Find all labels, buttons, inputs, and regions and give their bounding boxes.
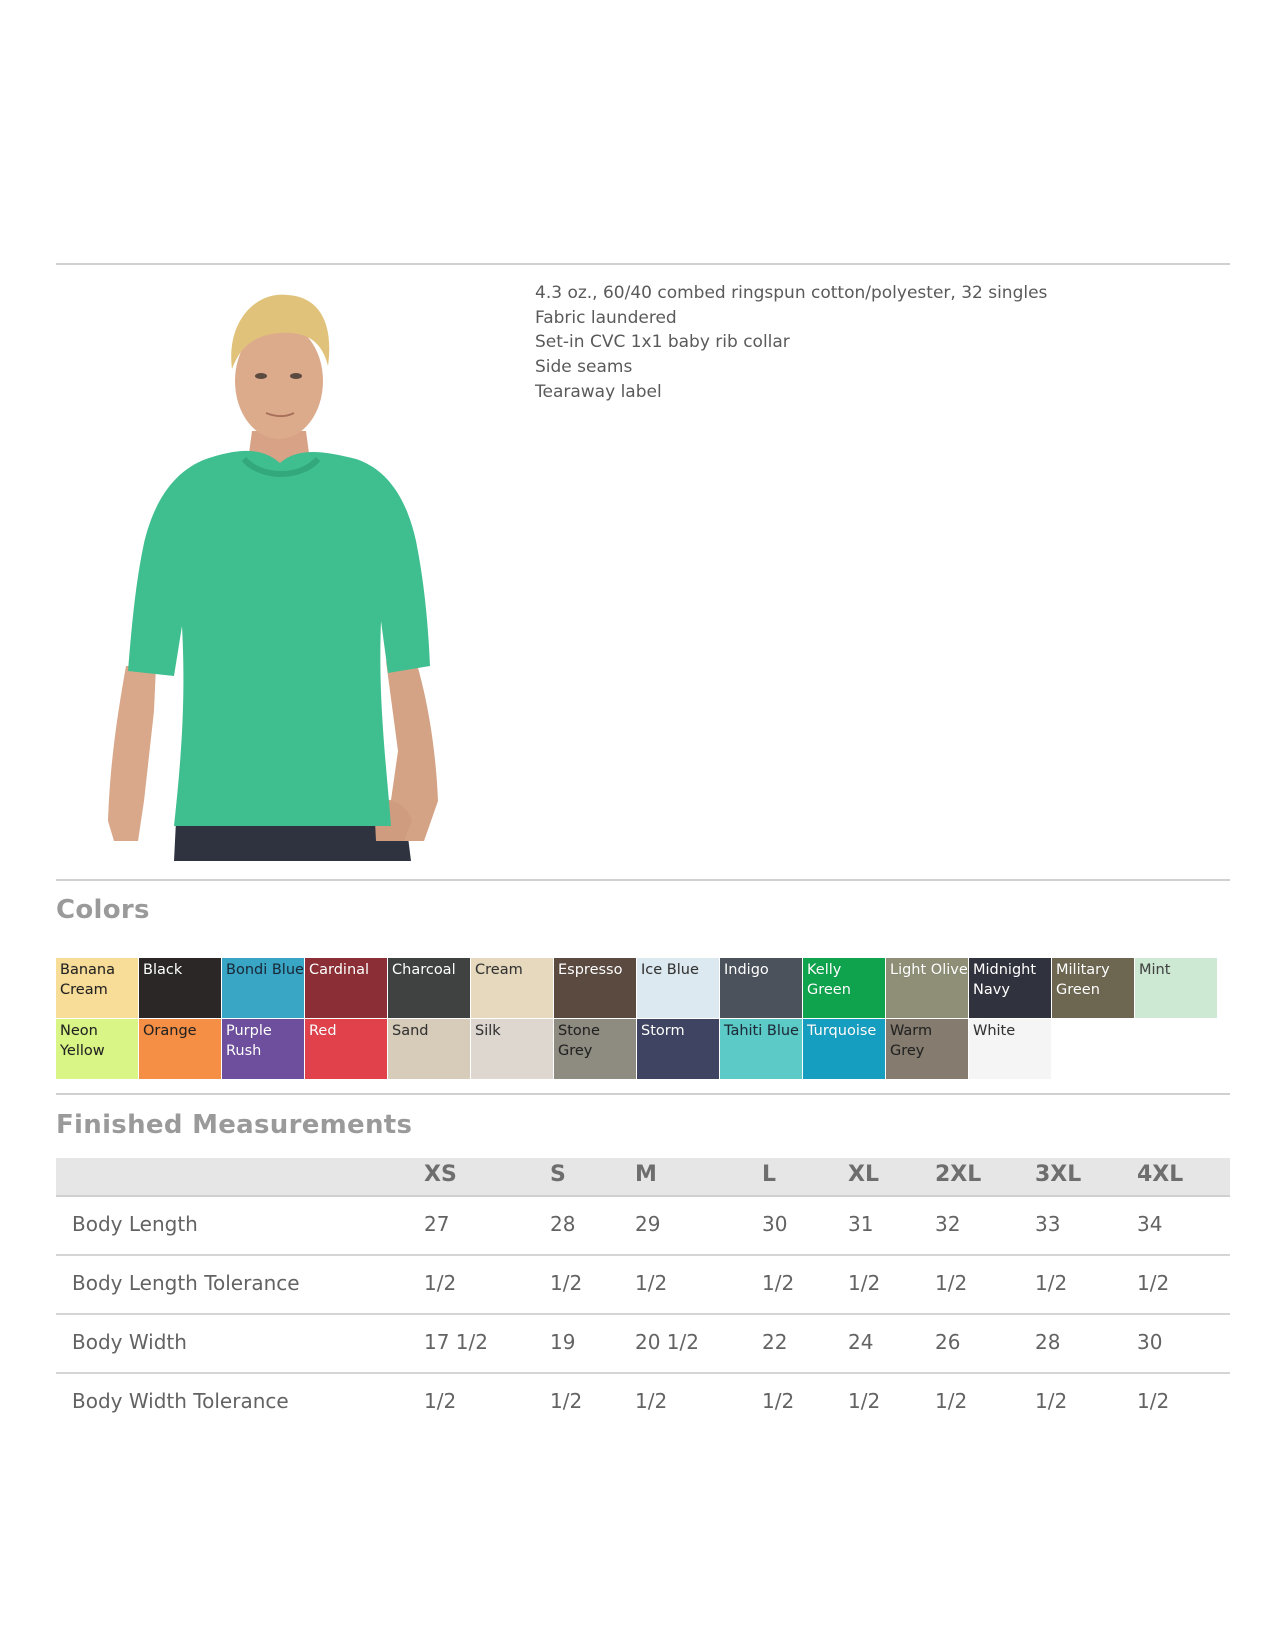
color-swatch xyxy=(388,1019,470,1079)
color-swatch-label: White xyxy=(973,1023,1016,1039)
table-cell: 27 xyxy=(424,1212,450,1236)
color-swatch xyxy=(471,958,553,1018)
feature-item: Side seams xyxy=(535,357,633,378)
size-header-l: L xyxy=(762,1162,777,1187)
table-cell: 1/2 xyxy=(424,1389,457,1413)
color-swatch xyxy=(969,1019,1051,1079)
color-swatch xyxy=(56,958,138,1018)
color-swatch-label: Turquoise xyxy=(807,1023,877,1039)
measurements-heading: Finished Measurements xyxy=(56,1110,413,1140)
feature-item: Set-in CVC 1x1 baby rib collar xyxy=(535,332,790,353)
table-cell: 1/2 xyxy=(635,1271,668,1295)
table-cell: 33 xyxy=(1035,1212,1061,1236)
color-swatch-label: Midnight Navy xyxy=(973,962,1037,998)
size-header-xl: XL xyxy=(848,1162,879,1187)
color-swatch xyxy=(222,1019,304,1079)
table-cell: 32 xyxy=(935,1212,961,1236)
size-header-4xl: 4XL xyxy=(1137,1162,1184,1187)
product-photo xyxy=(56,281,520,861)
row-label: Body Width Tolerance xyxy=(72,1389,289,1413)
color-swatch-label: Indigo xyxy=(724,962,769,978)
color-swatch-label: Espresso xyxy=(558,962,623,978)
table-cell: 1/2 xyxy=(935,1271,968,1295)
color-swatch-label: Kelly Green xyxy=(807,962,851,998)
color-swatch-label: Banana Cream xyxy=(60,962,115,998)
table-cell: 1/2 xyxy=(424,1271,457,1295)
table-cell: 20 1/2 xyxy=(635,1330,699,1354)
color-swatch xyxy=(305,958,387,1018)
table-cell: 1/2 xyxy=(1035,1271,1068,1295)
color-swatch xyxy=(554,1019,636,1079)
model-illustration xyxy=(56,281,520,861)
table-cell: 34 xyxy=(1137,1212,1163,1236)
color-swatch-label: Orange xyxy=(143,1023,197,1039)
table-cell: 1/2 xyxy=(762,1271,795,1295)
color-swatch xyxy=(388,958,470,1018)
color-swatch xyxy=(471,1019,553,1079)
table-cell: 17 1/2 xyxy=(424,1330,488,1354)
color-swatch-label: Light Olive xyxy=(890,962,968,978)
row-label: Body Length xyxy=(72,1212,198,1236)
table-row xyxy=(56,1197,1230,1256)
table-cell: 1/2 xyxy=(1137,1271,1170,1295)
color-swatch xyxy=(1052,958,1134,1018)
table-cell: 1/2 xyxy=(848,1389,881,1413)
color-swatch xyxy=(803,958,885,1018)
table-cell: 24 xyxy=(848,1330,874,1354)
color-swatch-label: Storm xyxy=(641,1023,685,1039)
color-swatch-label: Ice Blue xyxy=(641,962,699,978)
color-swatch-label: Mint xyxy=(1139,962,1171,978)
table-cell: 19 xyxy=(550,1330,576,1354)
feature-item: Fabric laundered xyxy=(535,307,677,328)
size-header-s: S xyxy=(550,1162,566,1187)
measurements-header-row xyxy=(56,1158,1230,1197)
size-header-xs: XS xyxy=(424,1162,457,1187)
color-swatch xyxy=(637,1019,719,1079)
feature-item: Tearaway label xyxy=(535,381,662,402)
table-cell: 1/2 xyxy=(762,1389,795,1413)
color-swatch xyxy=(554,958,636,1018)
color-swatch xyxy=(305,1019,387,1079)
color-swatch xyxy=(139,1019,221,1079)
color-swatch xyxy=(56,1019,138,1079)
color-swatch xyxy=(720,1019,802,1079)
color-swatch-label: Black xyxy=(143,962,183,978)
color-swatch-label: Silk xyxy=(475,1023,501,1039)
color-swatch-label: Warm Grey xyxy=(890,1023,933,1059)
table-cell: 29 xyxy=(635,1212,661,1236)
color-swatch-label: Bondi Blue xyxy=(226,962,304,978)
table-cell: 28 xyxy=(550,1212,576,1236)
color-swatch-label: Tahiti Blue xyxy=(724,1023,799,1039)
color-swatch xyxy=(720,958,802,1018)
colors-heading: Colors xyxy=(56,895,150,925)
color-swatch-label: Sand xyxy=(392,1023,429,1039)
feature-list xyxy=(535,281,1047,405)
color-swatch-label: Stone Grey xyxy=(558,1023,600,1059)
table-cell: 1/2 xyxy=(550,1389,583,1413)
color-swatch-label: Neon Yellow xyxy=(60,1023,105,1059)
divider-colors xyxy=(56,879,1230,881)
table-cell: 30 xyxy=(1137,1330,1163,1354)
row-label: Body Width xyxy=(72,1330,187,1354)
color-swatch xyxy=(886,958,968,1018)
table-row xyxy=(56,1256,1230,1315)
color-swatch xyxy=(969,958,1051,1018)
table-cell: 1/2 xyxy=(635,1389,668,1413)
table-cell: 1/2 xyxy=(550,1271,583,1295)
table-cell: 28 xyxy=(1035,1330,1061,1354)
color-swatch xyxy=(803,1019,885,1079)
table-row xyxy=(56,1374,1230,1431)
feature-item: 4.3 oz., 60/40 combed ringspun cotton/polyester, 32 singles xyxy=(535,283,1048,303)
table-cell: 1/2 xyxy=(1035,1389,1068,1413)
table-cell: 1/2 xyxy=(935,1389,968,1413)
table-cell: 1/2 xyxy=(1137,1389,1170,1413)
color-swatch xyxy=(222,958,304,1018)
color-swatch xyxy=(637,958,719,1018)
color-swatch-label: Red xyxy=(309,1023,337,1039)
measurements-table xyxy=(56,1158,1230,1431)
color-swatch-label: Cardinal xyxy=(309,962,370,978)
size-header-2xl: 2XL xyxy=(935,1162,982,1187)
table-cell: 26 xyxy=(935,1330,961,1354)
table-cell: 22 xyxy=(762,1330,788,1354)
color-swatch xyxy=(886,1019,968,1079)
color-swatch-label: Military Green xyxy=(1056,962,1110,998)
size-header-m: M xyxy=(635,1162,657,1187)
divider-measurements xyxy=(56,1093,1230,1095)
table-cell: 30 xyxy=(762,1212,788,1236)
row-label: Body Length Tolerance xyxy=(72,1271,300,1295)
table-cell: 31 xyxy=(848,1212,874,1236)
measurements-body xyxy=(56,1197,1230,1431)
color-swatch xyxy=(139,958,221,1018)
color-swatch-label: Cream xyxy=(475,962,523,978)
color-swatch-label: Purple Rush xyxy=(226,1023,272,1059)
color-swatch-label: Charcoal xyxy=(392,962,456,978)
table-cell: 1/2 xyxy=(848,1271,881,1295)
table-row xyxy=(56,1315,1230,1374)
color-swatch xyxy=(1135,958,1217,1018)
divider-top xyxy=(56,263,1230,265)
size-header-3xl: 3XL xyxy=(1035,1162,1082,1187)
